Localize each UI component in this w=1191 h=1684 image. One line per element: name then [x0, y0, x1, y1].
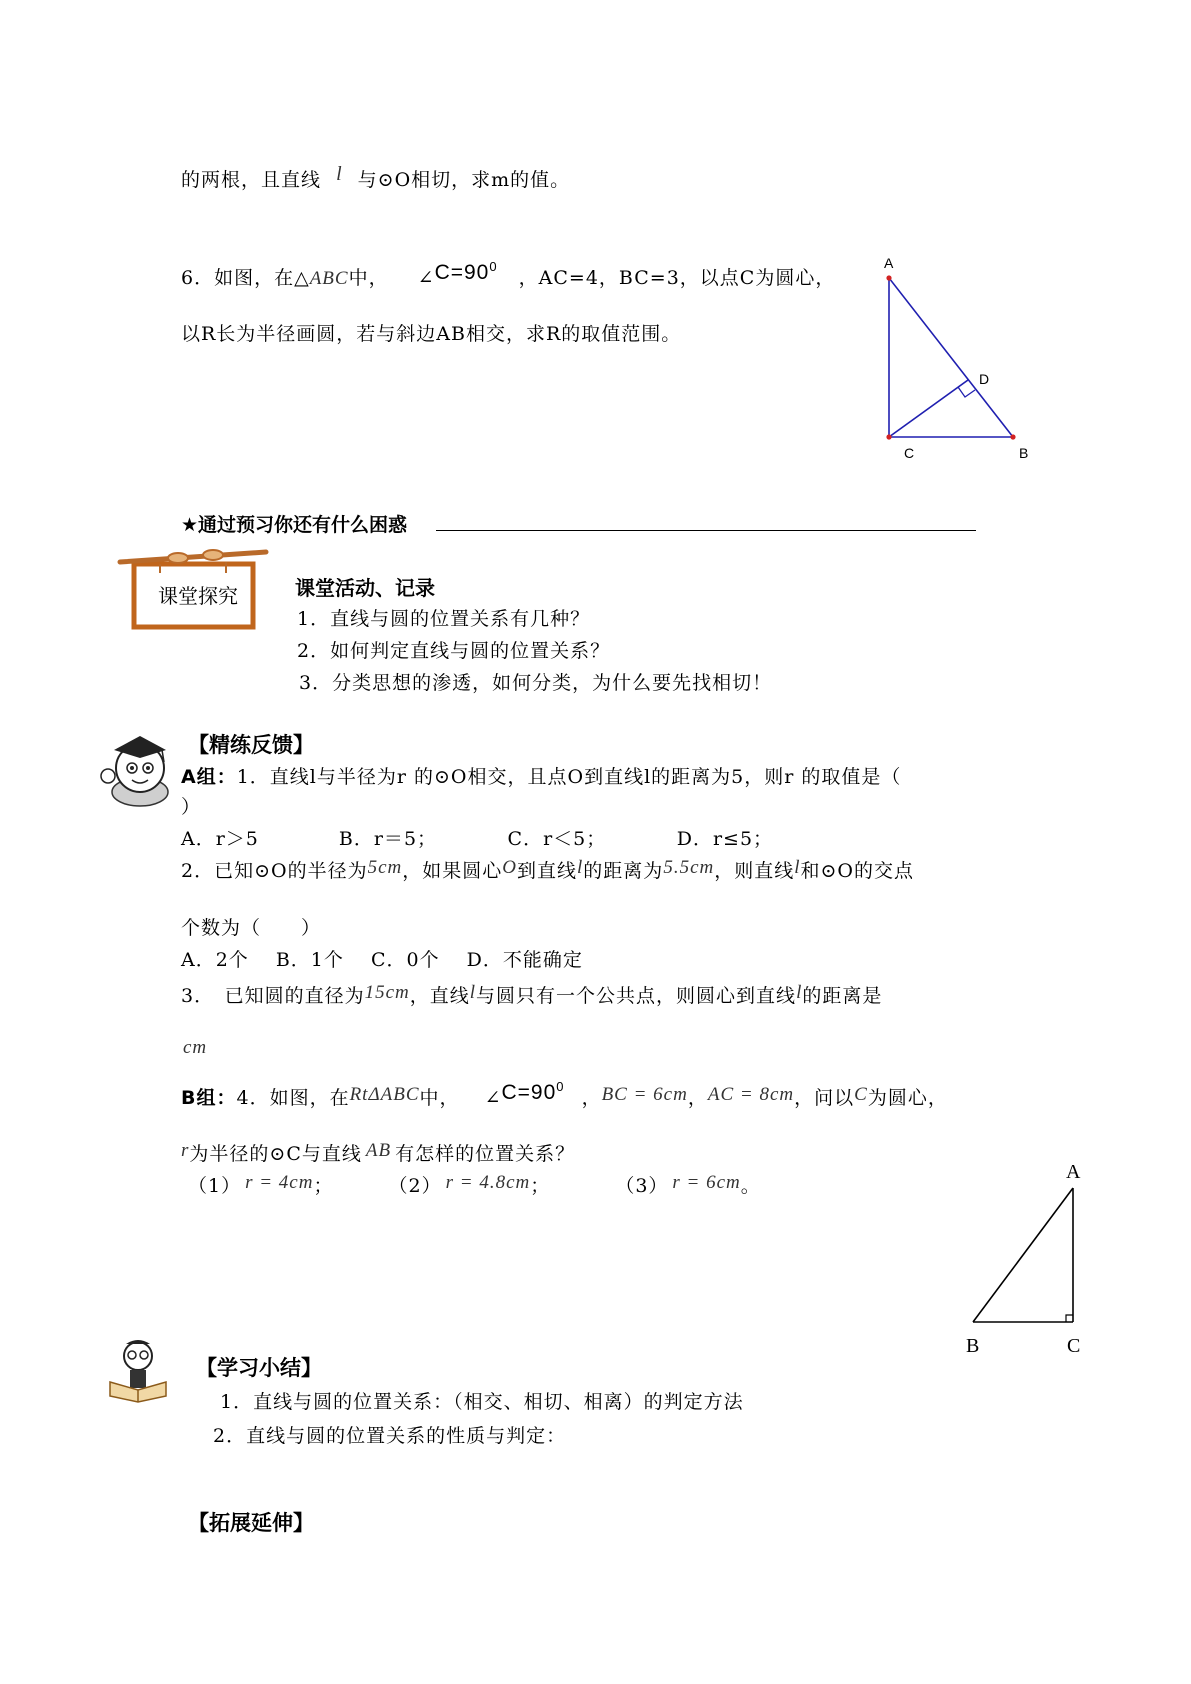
label-b: B	[1019, 445, 1029, 461]
practice-q3-unit: cm	[183, 1037, 208, 1058]
practice-q3-line1: 3． 已知圆的直径为15cm，直线l与圆只有一个公共点，则圆心到直线l的距离是	[181, 982, 883, 1007]
reading-cartoon-icon	[106, 1336, 170, 1402]
extension-title: 【拓展延伸】	[188, 1511, 314, 1535]
label-c: C	[904, 445, 915, 461]
label-b: B	[966, 1335, 980, 1357]
classroom-title: 课堂活动、记录	[295, 576, 435, 600]
practice-q1-line2: ）	[181, 796, 202, 818]
q4-triangle	[973, 1188, 1073, 1322]
label-d: D	[979, 371, 990, 387]
classroom-item-1: 1．直线与圆的位置关系有几种？	[297, 608, 591, 630]
q5-tail-line: 的两根，且直线 l 与⊙O相切，求m的值。	[181, 163, 571, 191]
label-c: C	[1067, 1335, 1081, 1357]
label-a: A	[884, 255, 894, 271]
practice-q1-options: A．r＞5 B．r＝5； C．r＜5； D．r≤5；	[181, 828, 774, 850]
practice-q4-cases: （1） r = 4cm； （2） r = 4.8cm； （3） r = 6cm。	[188, 1172, 761, 1197]
q6-line2: 以R长为半径画圆，若与斜边AB相交，求R的取值范围。	[181, 323, 682, 345]
label-a: A	[1066, 1161, 1081, 1183]
summary-title: 【学习小结】	[196, 1356, 322, 1380]
q6-line1: 6．如图，在△ABC中， $\angle C=90^0$ ，AC=4，BC=3，以点C为圆心，	[181, 259, 836, 289]
practice-q2-options: A．2个 B．1个 C．0个 D．不能确定	[181, 949, 583, 971]
practice-q2-line2: 个数为（ ）	[181, 917, 322, 939]
practice-q1-line1: A组：1．直线l与半径为r 的⊙O相交，且点O到直线l的距离为5，则r 的取值是（	[181, 766, 902, 788]
summary-item-1: 1．直线与圆的位置关系：（相交、相切、相离）的判定方法	[220, 1391, 744, 1413]
classroom-item-2: 2．如何判定直线与圆的位置关系？	[297, 640, 611, 662]
classroom-item-3: 3．分类思想的渗透，如何分类，为什么要先找相切！	[299, 672, 773, 694]
doubt-prompt: ★通过预习你还有什么困惑	[181, 514, 408, 536]
right-angle-mark-c	[1066, 1315, 1073, 1322]
practice-q4-line2: r为半径的⊙C与直线 AB 有怎样的位置关系？	[181, 1140, 576, 1165]
side-ab	[973, 1188, 1073, 1322]
practice-q4-line1: B组：4．如图，在RtΔABC中， $\angle C=90^0$ ，BC = 6cm，AC = 8cm，问以C为圆心，	[181, 1079, 948, 1109]
practice-q2-line1: 2．已知⊙O的半径为5cm，如果圆心O到直线l的距离为5.5cm，则直线l和⊙O的交点	[181, 857, 915, 882]
summary-item-2: 2．直线与圆的位置关系的性质与判定：	[213, 1425, 567, 1447]
practice-title: 【精练反馈】	[188, 733, 314, 757]
classroom-badge-label: 课堂探究	[158, 584, 238, 608]
